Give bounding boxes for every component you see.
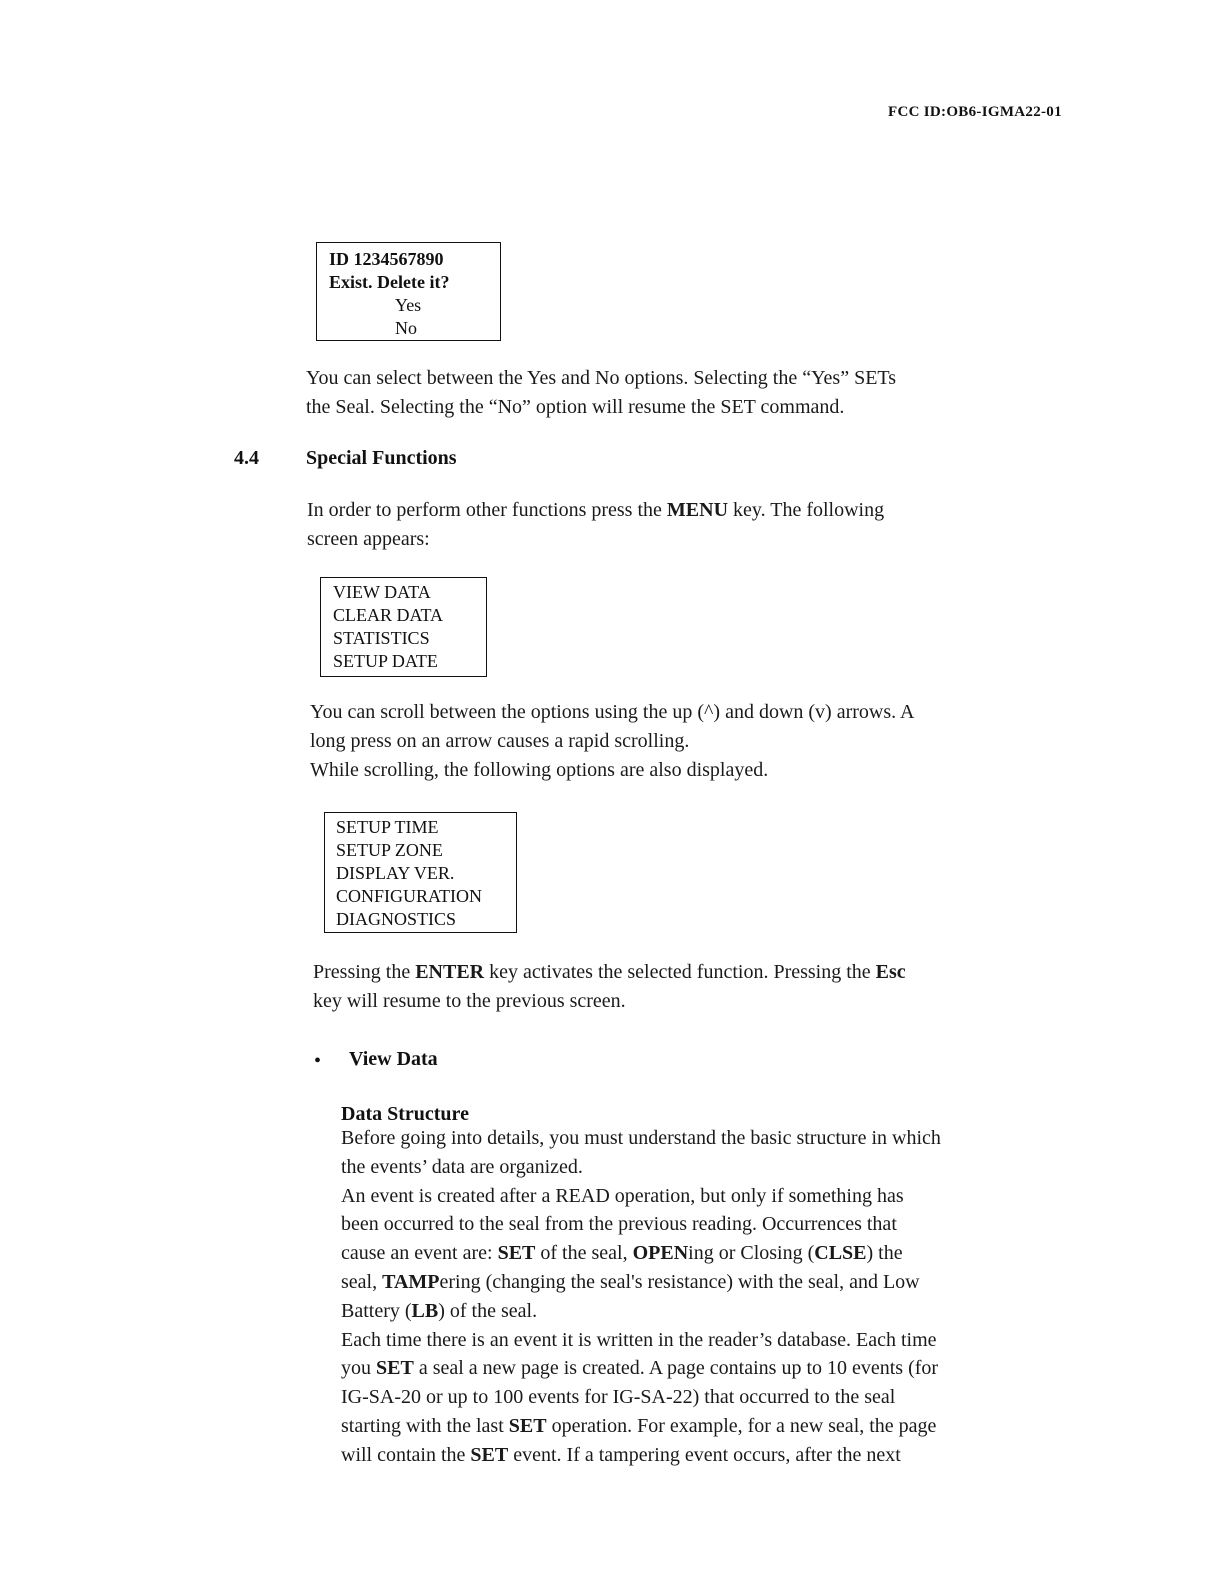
paragraph-line: screen appears: — [307, 528, 430, 550]
text-run: ing or Closing ( — [688, 1242, 815, 1265]
menu-key-term: MENU — [666, 499, 729, 521]
menu-item: VIEW DATA — [333, 582, 431, 602]
menu-item: CONFIGURATION — [336, 886, 483, 906]
text-run: ering (changing the seal's resistance) with the seal, and Low — [439, 1270, 920, 1293]
bullet-view-data: View Data — [349, 1048, 438, 1070]
menu-item: STATISTICS — [333, 628, 430, 648]
delete-confirm-screen — [316, 242, 501, 341]
paragraph-line: the events’ data are organized. — [341, 1155, 583, 1178]
menu-item: DISPLAY VER. — [336, 863, 455, 883]
bullet-icon: • — [314, 1050, 322, 1072]
menu-item: SETUP ZONE — [336, 840, 443, 860]
text-run: In order to perform other functions press the — [307, 499, 667, 521]
paragraph-line: long press on an arrow causes a rapid scrolling. — [310, 730, 690, 752]
section-number: 4.4 — [234, 447, 259, 469]
menu-item: DIAGNOSTICS — [336, 909, 457, 929]
paragraph-line: key will resume to the previous screen. — [313, 990, 626, 1012]
text-run: Battery ( — [341, 1299, 412, 1322]
paragraph-line: Before going into details, you must understand the basic structure in which — [341, 1127, 941, 1149]
paragraph-line — [307, 496, 1047, 525]
paragraph-line: been occurred to the seal from the previous reading. Occurrences that — [341, 1213, 897, 1236]
screen-delete-prompt: Exist. Delete it? — [329, 272, 450, 292]
text-run: cause an event are: — [341, 1242, 498, 1265]
menu-paragraph — [307, 496, 1047, 554]
paragraph-line — [341, 1354, 1101, 1383]
paragraph-line: Each time there is an event it is written in the reader’s database. Each time — [341, 1328, 937, 1351]
term-open: OPEN — [632, 1242, 689, 1265]
scroll-paragraph — [310, 698, 1070, 785]
esc-key-term: Esc — [875, 961, 906, 983]
enter-paragraph — [313, 958, 1073, 1016]
paragraph-line — [341, 1268, 1101, 1297]
term-set: SET — [497, 1242, 536, 1265]
screen-option-no: No — [395, 318, 417, 338]
term-tamp: TAMP — [382, 1270, 440, 1293]
term-clse: CLSE — [814, 1242, 867, 1265]
menu-item: SETUP TIME — [336, 817, 439, 837]
text-run: ) of the seal. — [438, 1299, 538, 1322]
paragraph-line: You can scroll between the options using the up (^) and down (v) arrows. A — [310, 701, 915, 723]
text-run: key activates the selected function. Pressing the — [484, 961, 876, 983]
paragraph-line: While scrolling, the following options are also displayed. — [310, 759, 769, 781]
menu-item: SETUP DATE — [333, 651, 438, 671]
term-set: SET — [508, 1414, 547, 1437]
paragraph-line — [341, 1297, 1101, 1326]
paragraph-line — [341, 1239, 1101, 1268]
menu-item: CLEAR DATA — [333, 605, 444, 625]
text-run: Pressing the — [313, 961, 416, 983]
text-run: of the seal, — [535, 1242, 633, 1265]
enter-key-term: ENTER — [415, 961, 485, 983]
term-set: SET — [376, 1357, 414, 1380]
paragraph-line: An event is created after a READ operation, but only if something has — [341, 1184, 904, 1207]
yes-no-paragraph — [306, 364, 1066, 422]
text-run: operation. For example, for a new seal, the page — [546, 1414, 937, 1437]
text-run: will contain the — [341, 1443, 471, 1466]
paragraph-line — [341, 1441, 1101, 1470]
fcc-id-header: FCC ID:OB6-IGMA22-01 — [888, 104, 1062, 120]
paragraph-line: You can select between the Yes and No options. Selecting the “Yes” SETs — [306, 367, 897, 389]
text-run: you — [341, 1357, 376, 1380]
text-run: ) the — [866, 1242, 903, 1265]
text-run: a seal a new page is created. A page contains up to 10 events (for — [413, 1357, 939, 1380]
data-structure-paragraph — [341, 1124, 1101, 1470]
menu-screen-2 — [324, 812, 517, 933]
paragraph-line: the Seal. Selecting the “No” option will resume the SET command. — [306, 396, 845, 418]
text-run: event. If a tampering event occurs, after the next — [508, 1443, 901, 1466]
paragraph-line — [313, 958, 1073, 987]
term-lb: LB — [411, 1299, 439, 1322]
paragraph-line: IG-SA-20 or up to 100 events for IG-SA-22) that occurred to the seal — [341, 1386, 896, 1409]
term-set: SET — [470, 1443, 509, 1466]
text-run: starting with the last — [341, 1414, 509, 1437]
data-structure-title: Data Structure — [341, 1103, 469, 1125]
screen-id-line: ID 1234567890 — [329, 249, 444, 269]
section-title: Special Functions — [306, 447, 457, 469]
text-run: key. The following — [728, 499, 885, 521]
paragraph-line — [341, 1412, 1101, 1441]
menu-screen-1 — [320, 577, 487, 677]
text-run: seal, — [341, 1270, 383, 1293]
screen-option-yes: Yes — [395, 295, 422, 315]
